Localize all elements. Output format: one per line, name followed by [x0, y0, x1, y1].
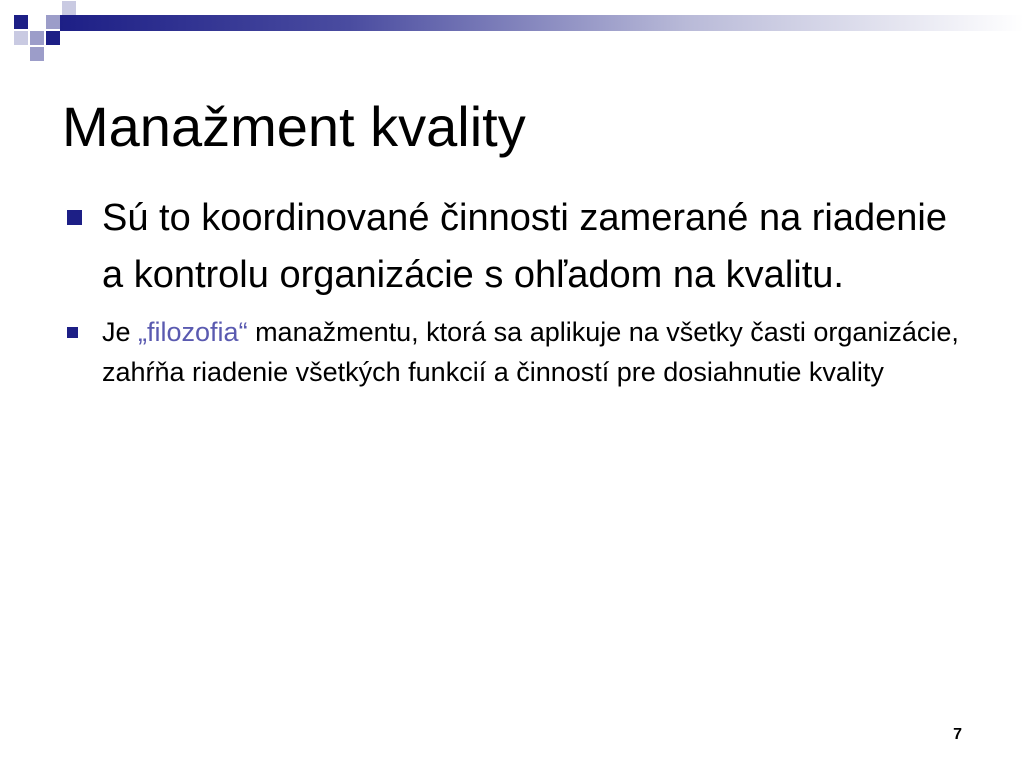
page-number: 7 [953, 726, 962, 743]
decor-square [14, 31, 28, 45]
bullet-list [62, 190, 967, 392]
slide-title: Manažment kvality [62, 95, 526, 158]
decor-square [30, 47, 44, 61]
bullet-item [62, 312, 967, 392]
square-bullet-icon [67, 210, 82, 225]
bullet-text-suffix: manažmentu, ktorá sa aplikuje na všetky časti organizácie, zahŕňa riadenie všetkých funkcií a činností pre dosiahnutie kvality [102, 317, 959, 387]
bullet-item [62, 190, 967, 304]
bullet-text-prefix: Je [102, 317, 139, 347]
decor-square [62, 1, 76, 15]
bullet-text-highlight: „filozofia“ [138, 317, 248, 347]
decor-square [30, 31, 44, 45]
decor-square [14, 15, 28, 29]
square-bullet-icon [67, 327, 78, 338]
decor-square [46, 15, 60, 29]
decor-square [46, 31, 60, 45]
header-band [60, 15, 1024, 31]
bullet-text: Sú to koordinované činnosti zamerané na riadenie a kontrolu organizácie s ohľadom na kvalitu. [102, 197, 947, 296]
